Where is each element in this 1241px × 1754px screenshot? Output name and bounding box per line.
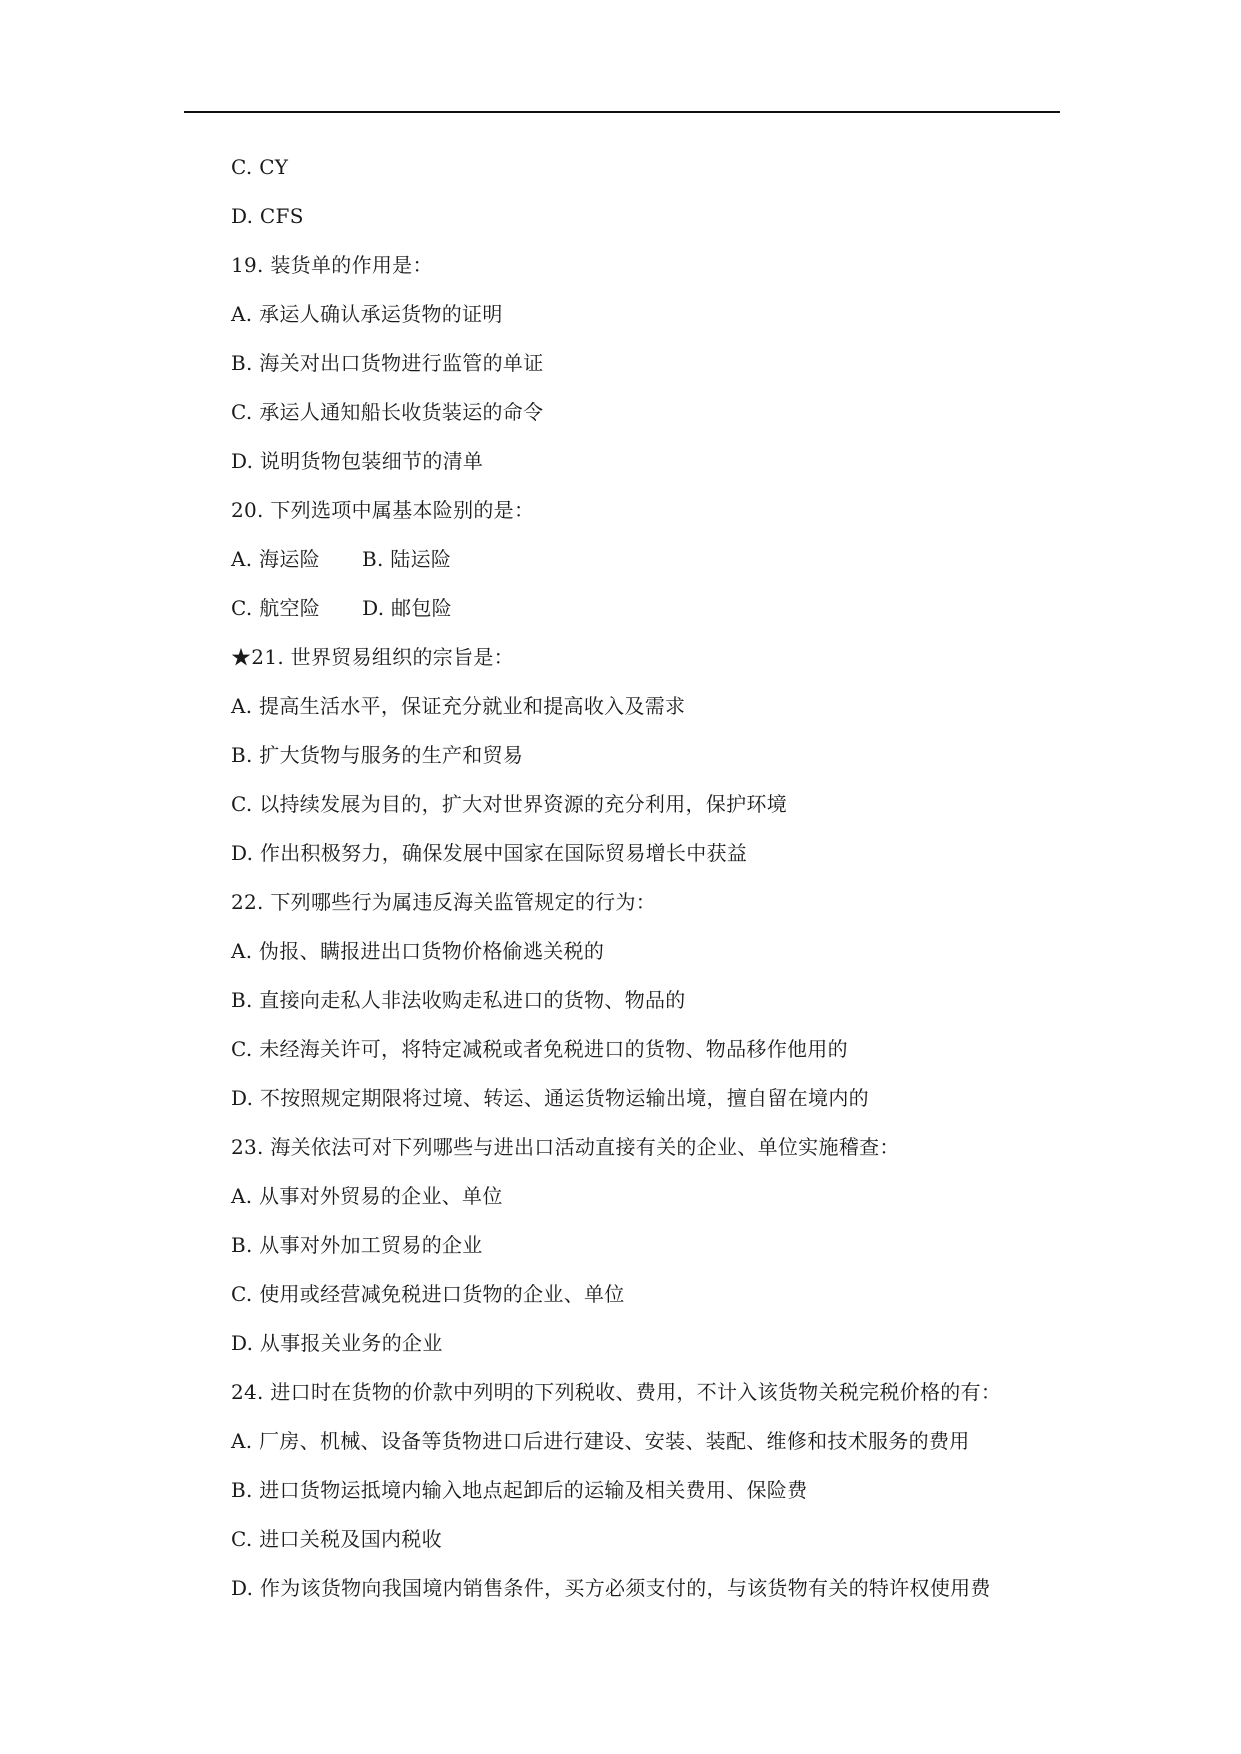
option-d-cfs: D. CFS xyxy=(231,204,304,228)
q21-option-d: D. 作出积极努力，确保发展中国家在国际贸易增长中获益 xyxy=(231,841,748,865)
q19-option-a: A. 承运人确认承运货物的证明 xyxy=(231,302,503,326)
question-23: 23. 海关依法可对下列哪些与进出口活动直接有关的企业、单位实施稽查： xyxy=(231,1135,900,1159)
q23-option-b: B. 从事对外加工贸易的企业 xyxy=(231,1233,483,1257)
q24-option-c: C. 进口关税及国内税收 xyxy=(231,1527,442,1551)
q22-option-b: B. 直接向走私人非法收购走私进口的货物、物品的 xyxy=(231,988,686,1012)
q24-option-b: B. 进口货物运抵境内输入地点起卸后的运输及相关费用、保险费 xyxy=(231,1478,808,1502)
q20-option-c: C. 航空险 xyxy=(231,596,321,620)
q23-option-d: D. 从事报关业务的企业 xyxy=(231,1331,443,1355)
q19-option-d: D. 说明货物包装细节的清单 xyxy=(231,449,484,473)
q22-option-d: D. 不按照规定期限将过境、转运、通运货物运输出境，擅自留在境内的 xyxy=(231,1086,869,1110)
question-22: 22. 下列哪些行为属违反海关监管规定的行为： xyxy=(231,890,657,914)
q22-option-a: A. 伪报、瞒报进出口货物价格偷逃关税的 xyxy=(231,939,605,963)
question-20: 20. 下列选项中属基本险别的是： xyxy=(231,498,535,522)
question-content xyxy=(231,150,1071,1620)
option-c-cy: C. CY xyxy=(231,155,289,179)
q19-option-c: C. 承运人通知船长收货装运的命令 xyxy=(231,400,544,424)
q20-options-cd xyxy=(231,591,1071,640)
q23-option-a: A. 从事对外贸易的企业、单位 xyxy=(231,1184,503,1208)
q19-option-b: B. 海关对出口货物进行监管的单证 xyxy=(231,351,544,375)
q23-option-c: C. 使用或经营减免税进口货物的企业、单位 xyxy=(231,1282,625,1306)
question-19: 19. 装货单的作用是： xyxy=(231,253,433,277)
q20-options-ab xyxy=(231,542,1071,591)
question-24: 24. 进口时在货物的价款中列明的下列税收、费用，不计入该货物关税完税价格的有： xyxy=(231,1380,1002,1404)
q21-option-a: A. 提高生活水平，保证充分就业和提高收入及需求 xyxy=(231,694,686,718)
q24-option-a: A. 厂房、机械、设备等货物进口后进行建设、安装、装配、维修和技术服务的费用 xyxy=(231,1429,970,1453)
q20-option-b: B. 陆运险 xyxy=(361,547,452,571)
q24-option-d: D. 作为该货物向我国境内销售条件，买方必须支付的，与该货物有关的特许权使用费 xyxy=(231,1576,991,1600)
q21-option-b: B. 扩大货物与服务的生产和贸易 xyxy=(231,743,524,767)
q20-option-a: A. 海运险 xyxy=(231,547,320,571)
q22-option-c: C. 未经海关许可，将特定减税或者免税进口的货物、物品移作他用的 xyxy=(231,1037,848,1061)
header-rule xyxy=(184,111,1060,113)
q20-option-d: D. 邮包险 xyxy=(362,596,452,620)
question-21: ★21. 世界贸易组织的宗旨是： xyxy=(231,645,514,669)
q21-option-c: C. 以持续发展为目的，扩大对世界资源的充分利用，保护环境 xyxy=(231,792,788,816)
